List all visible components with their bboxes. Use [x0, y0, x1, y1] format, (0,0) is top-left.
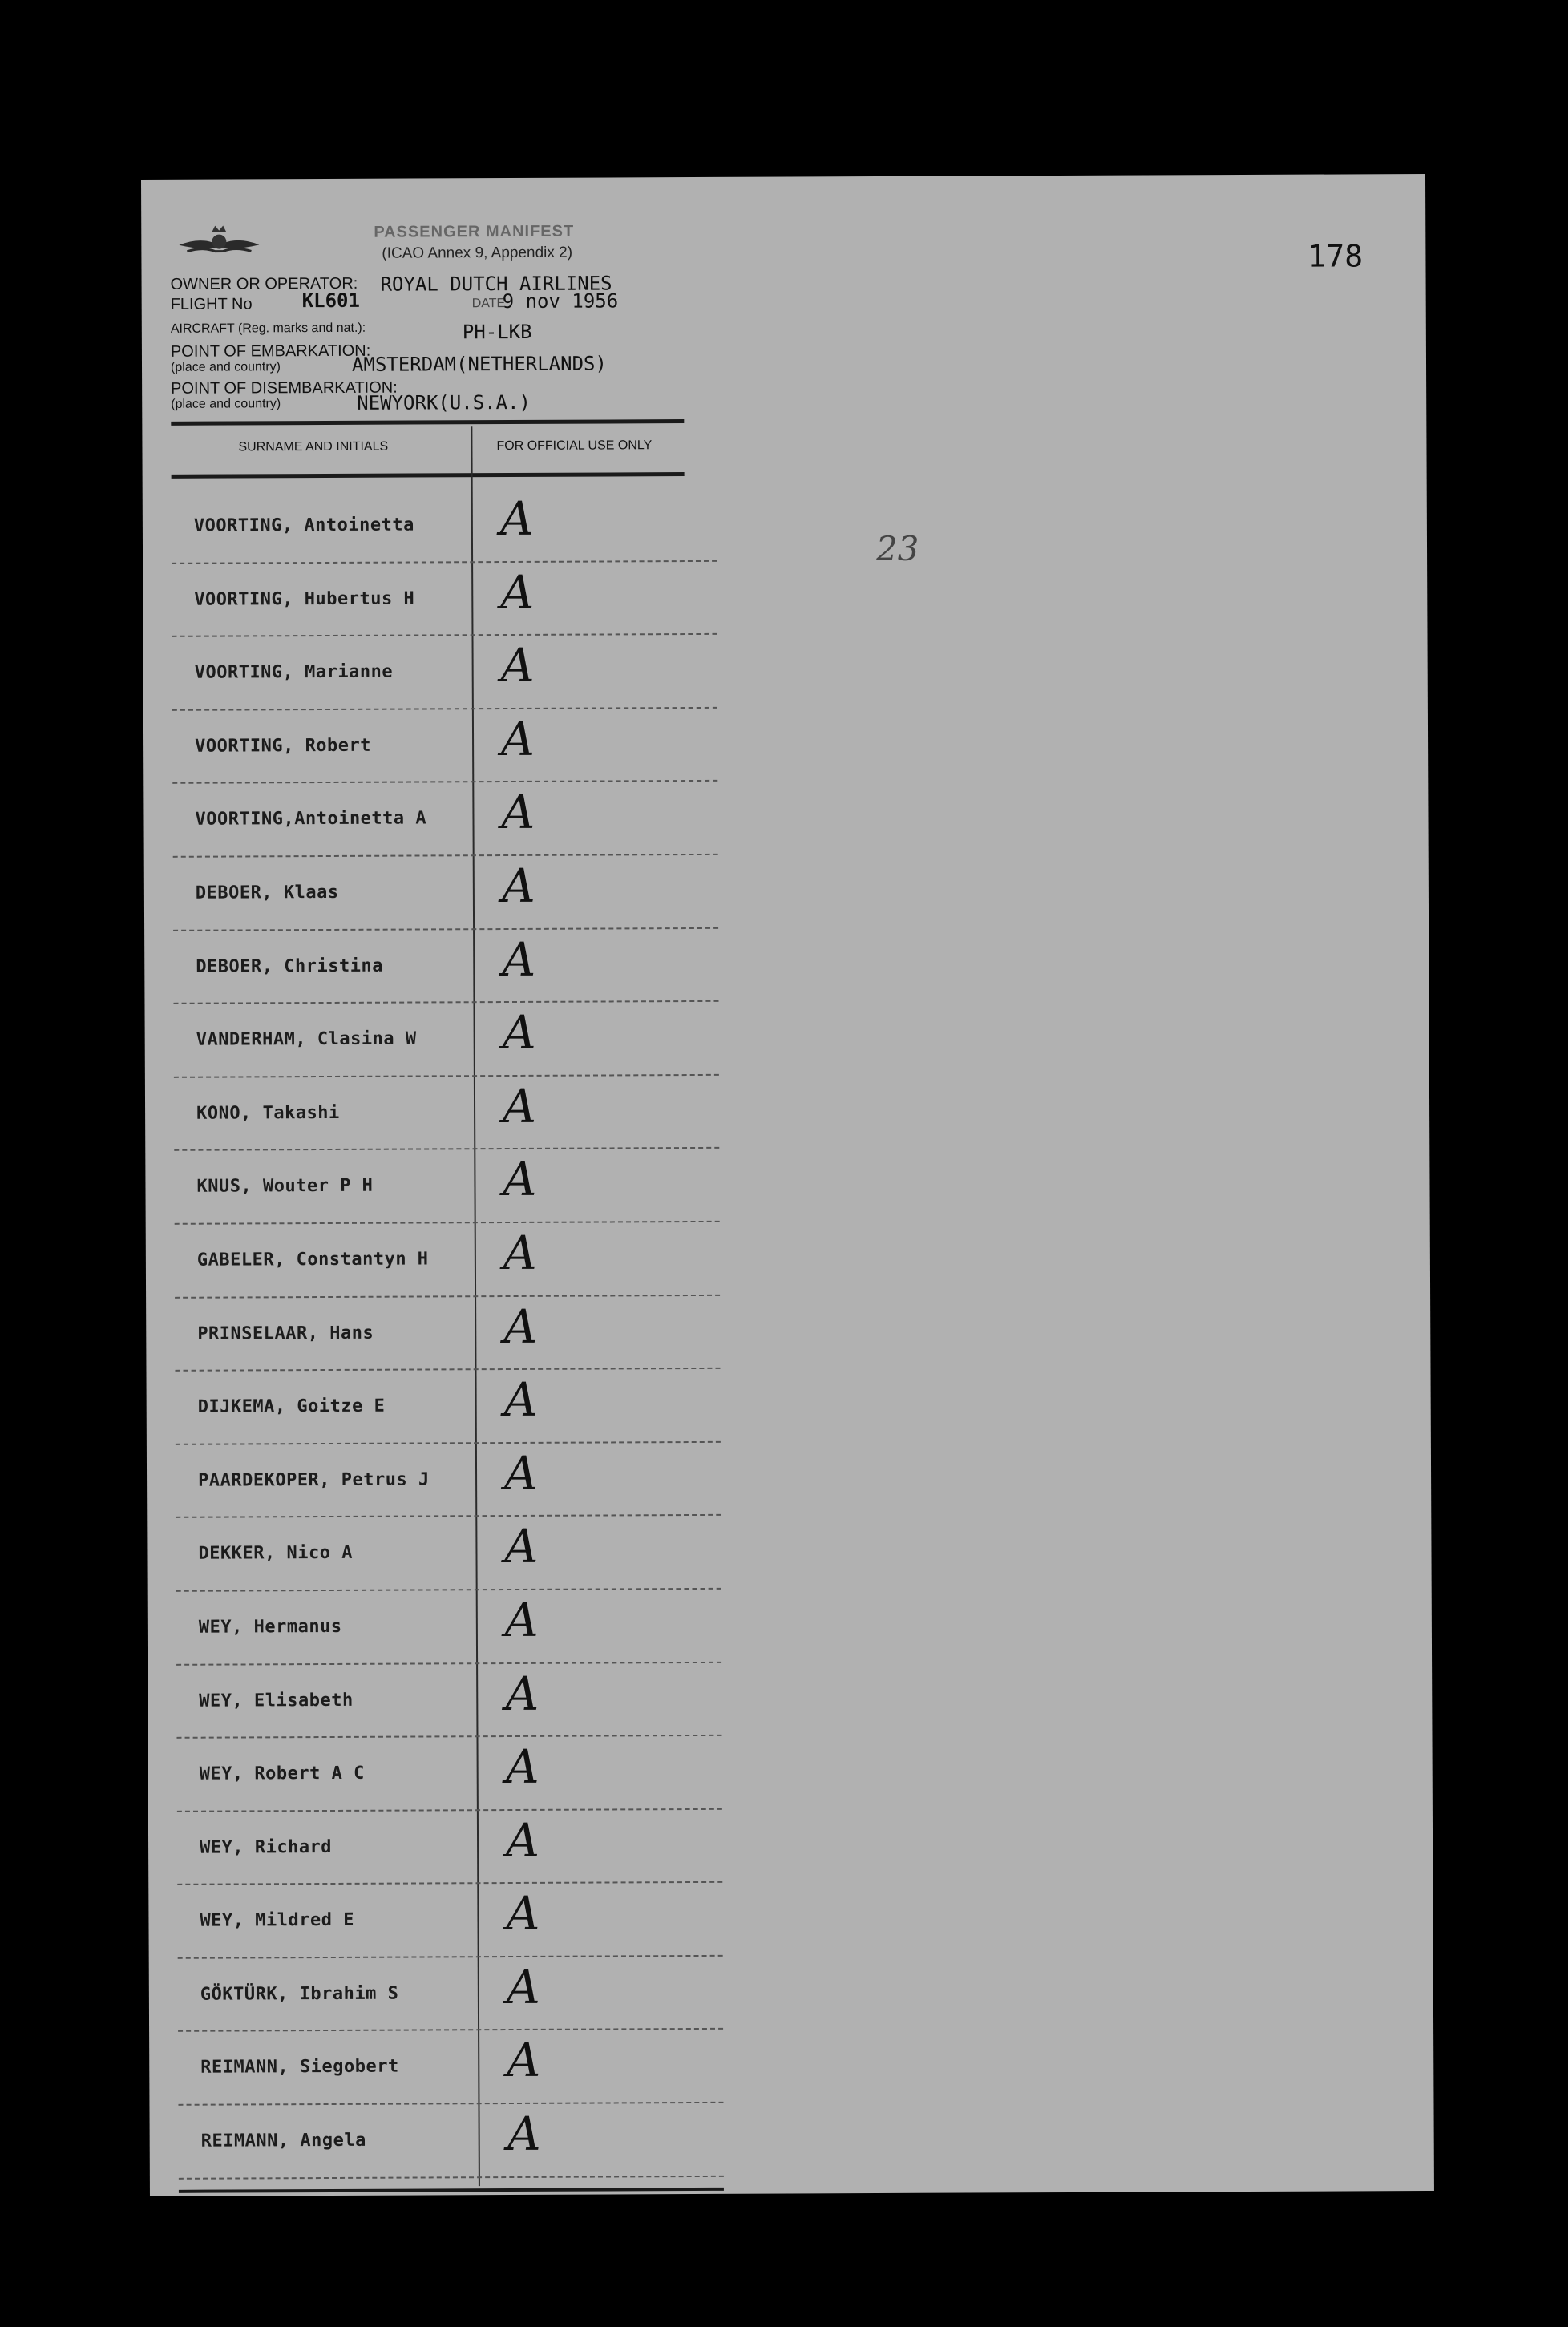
passenger-row: [175, 1295, 720, 1372]
passenger-row: [173, 1002, 718, 1078]
passenger-row: [176, 1516, 721, 1592]
passenger-name: VANDERHAM, Clasina W: [196, 1028, 417, 1050]
header-top-rule: [171, 419, 684, 426]
flight-value: KL601: [301, 289, 360, 313]
official-mark: A: [499, 491, 534, 547]
official-mark: A: [505, 1739, 540, 1795]
header-bottom-rule: [172, 472, 685, 479]
official-mark: A: [500, 711, 535, 766]
official-mark: A: [503, 1299, 538, 1354]
klm-crown-logo-icon: [175, 219, 263, 267]
passenger-row: [176, 1662, 721, 1739]
official-mark: A: [507, 2106, 541, 2162]
official-mark: A: [503, 1225, 537, 1280]
passenger-row: [178, 2103, 723, 2180]
passenger-row: [175, 1222, 720, 1299]
official-mark: A: [505, 1666, 540, 1721]
passenger-row: [177, 1883, 722, 1959]
passenger-name: WEY, Robert A C: [199, 1763, 365, 1784]
official-mark: A: [500, 564, 535, 620]
passenger-row: [172, 635, 717, 711]
passenger-row: [178, 2030, 723, 2106]
passenger-name: VOORTING, Marianne: [194, 661, 394, 683]
passenger-name: DIJKEMA, Goitze E: [197, 1396, 386, 1417]
passenger-row: [172, 488, 717, 564]
official-mark: A: [505, 1812, 540, 1868]
owner-value: ROYAL DUTCH AIRLINES: [380, 272, 612, 296]
official-mark: A: [500, 638, 535, 693]
embarkation-value: AMSTERDAM(NETHERLANDS): [351, 352, 607, 376]
passenger-name: VOORTING, Antoinetta: [193, 515, 414, 536]
official-mark: A: [506, 1886, 540, 1941]
passenger-name: PRINSELAAR, Hans: [197, 1323, 374, 1344]
page-number: 178: [1307, 238, 1364, 274]
official-mark: A: [501, 785, 535, 840]
disembarkation-label: POINT OF DISEMBARKATION:: [171, 378, 398, 398]
passenger-name: PAARDEKOPER, Petrus J: [198, 1469, 430, 1491]
passenger-row: [176, 1590, 721, 1666]
passenger-row: [174, 1149, 719, 1225]
passenger-name: WEY, Hermanus: [198, 1616, 342, 1638]
passenger-row: [175, 1369, 720, 1445]
official-mark: A: [503, 1152, 537, 1207]
disembarkation-value: NEWYORK(U.S.A.): [357, 390, 531, 414]
official-mark: A: [502, 931, 536, 987]
passenger-name: KNUS, Wouter P H: [196, 1176, 374, 1198]
column-header-surname: SURNAME AND INITIALS: [238, 439, 389, 454]
disembarkation-sub: (place and country): [171, 397, 281, 411]
passenger-row: [176, 1443, 721, 1519]
passenger-row: [173, 855, 718, 931]
aircraft-label: AIRCRAFT (Reg. marks and nat.):: [170, 321, 366, 336]
date-label: DATE: [471, 297, 506, 311]
form-title: PASSENGER MANIFEST: [374, 222, 575, 241]
passenger-row: [173, 928, 718, 1004]
passenger-name: VOORTING, Robert: [195, 735, 372, 757]
passenger-name: DEBOER, Klaas: [195, 882, 339, 903]
passenger-list: [172, 488, 724, 2180]
passenger-name: REIMANN, Angela: [200, 2130, 366, 2151]
passenger-row: [174, 1076, 719, 1152]
pencil-note: 23: [875, 528, 919, 569]
official-mark: A: [504, 1592, 539, 1647]
official-mark: A: [501, 858, 535, 914]
form-subtitle: (ICAO Annex 9, Appendix 2): [382, 244, 573, 262]
aircraft-value: PH-LKB: [462, 320, 532, 344]
official-mark: A: [506, 1959, 540, 2014]
official-mark: A: [504, 1519, 539, 1574]
passenger-row: [178, 1957, 723, 2033]
passenger-name: KONO, Takashi: [196, 1102, 340, 1124]
passenger-name: VOORTING, Hubertus H: [194, 588, 415, 610]
manifest-page: [141, 174, 1434, 2196]
column-header-official: FOR OFFICIAL USE ONLY: [496, 438, 653, 454]
passenger-name: VOORTING,Antoinetta A: [195, 808, 427, 830]
passenger-name: WEY, Elisabeth: [199, 1690, 354, 1711]
embarkation-sub: (place and country): [170, 360, 281, 374]
passenger-name: DEBOER, Christina: [196, 955, 384, 977]
date-value: 9 nov 1956: [502, 289, 619, 313]
official-mark: A: [502, 1078, 537, 1133]
passenger-row: [172, 709, 717, 785]
passenger-row: [172, 561, 717, 637]
passenger-name: WEY, Richard: [200, 1836, 333, 1858]
passenger-row: [176, 1736, 721, 1812]
official-mark: A: [503, 1445, 539, 1501]
official-mark: A: [507, 2033, 541, 2088]
embarkation-label: POINT OF EMBARKATION:: [170, 341, 371, 361]
table-bottom-rule: [179, 2188, 724, 2193]
passenger-row: [177, 1810, 722, 1886]
owner-label: OWNER OR OPERATOR:: [170, 274, 358, 293]
passenger-name: GABELER, Constantyn H: [196, 1249, 429, 1271]
flight-label: FLIGHT No: [170, 295, 253, 313]
passenger-name: GÖKTÜRK, Ibrahim S: [200, 1983, 399, 2005]
passenger-name: REIMANN, Siegobert: [200, 2057, 399, 2079]
official-mark: A: [502, 1005, 536, 1060]
official-mark: A: [503, 1372, 538, 1428]
passenger-row: [172, 782, 717, 858]
passenger-name: WEY, Mildred E: [200, 1910, 354, 1931]
passenger-name: DEKKER, Nico A: [198, 1543, 353, 1565]
